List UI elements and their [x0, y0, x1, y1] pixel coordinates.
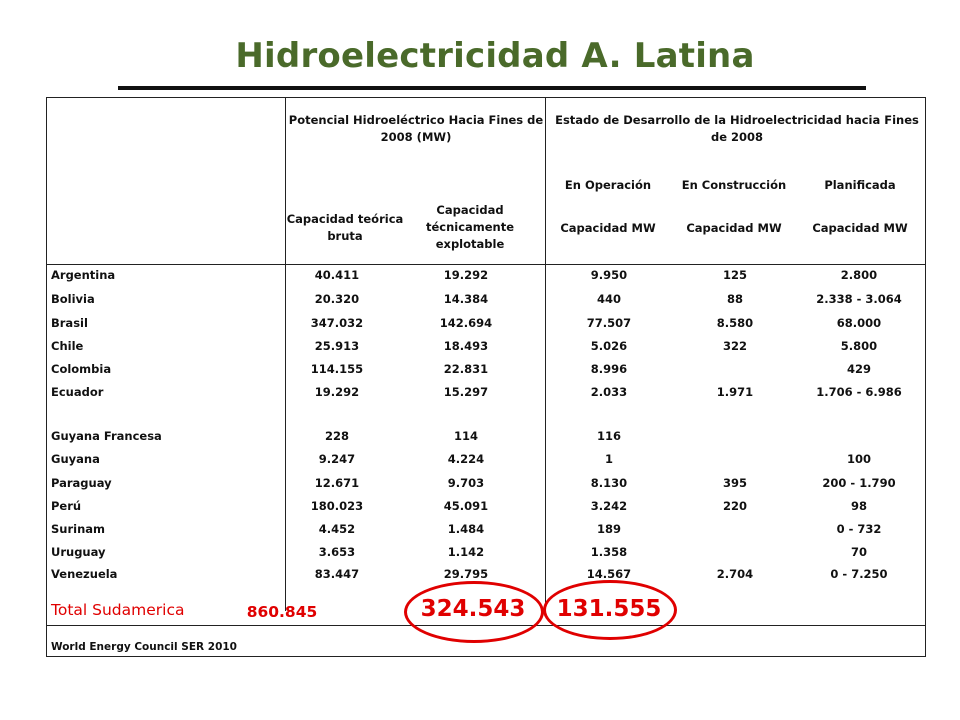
- total-teorica: 860.845: [246, 603, 318, 621]
- cell-operacion: 2.033: [590, 385, 628, 399]
- header-en-operacion: En Operación: [564, 178, 652, 192]
- header-en-construccion: En Construcción: [681, 178, 787, 192]
- cell-planificada: 68.000: [836, 316, 882, 330]
- country-name: Chile: [51, 339, 84, 353]
- country-name: Uruguay: [51, 545, 106, 559]
- cell-construccion: 220: [722, 499, 747, 513]
- header-potencial: Potencial Hidroeléctrico Hacia Fines de 2008 (MW): [288, 113, 544, 144]
- country-name: Ecuador: [51, 385, 104, 399]
- cell-operacion: 189: [596, 522, 621, 536]
- country-name: Colombia: [51, 362, 112, 376]
- cell-tecnica: 29.795: [443, 567, 489, 581]
- total-label: Total Sudamerica: [51, 601, 185, 619]
- header-cap-tecnica: Capacidad técnicamente explotable: [425, 203, 515, 251]
- page-title: Hidroelectricidad A. Latina: [235, 36, 755, 76]
- cell-teorica: 12.671: [314, 476, 360, 490]
- total-tecnica: 324.543: [420, 596, 526, 622]
- cell-tecnica: 45.091: [443, 499, 489, 513]
- country-name: Perú: [51, 499, 82, 513]
- country-name: Paraguay: [51, 476, 112, 490]
- cell-tecnica: 9.703: [447, 476, 485, 490]
- cell-planificada: 2.338 - 3.064: [816, 292, 902, 306]
- cell-planificada: 0 - 7.250: [830, 567, 888, 581]
- cell-operacion: 8.996: [590, 362, 628, 376]
- header-estado: Estado de Desarrollo de la Hidroelectricidad hacia Fines de 2008: [555, 113, 919, 144]
- cell-tecnica: 142.694: [439, 316, 493, 330]
- source-note: World Energy Council SER 2010: [51, 641, 237, 653]
- country-name: Venezuela: [51, 567, 118, 581]
- cell-tecnica: 1.484: [447, 522, 485, 536]
- header-cap-mw-planificada: Capacidad MW: [812, 221, 908, 235]
- header-planificada: Planificada: [824, 178, 896, 192]
- cell-teorica: 347.032: [310, 316, 364, 330]
- cell-planificada: 200 - 1.790: [822, 476, 896, 490]
- cell-teorica: 4.452: [318, 522, 356, 536]
- cell-planificada: 0 - 732: [836, 522, 882, 536]
- cell-construccion: 322: [722, 339, 747, 353]
- cell-tecnica: 114: [453, 429, 478, 443]
- country-name: Guyana Francesa: [51, 429, 162, 443]
- highlight-circle: [543, 580, 677, 640]
- cell-planificada: 5.800: [840, 339, 878, 353]
- total-operacion: 131.555: [556, 596, 662, 622]
- country-name: Brasil: [51, 316, 88, 330]
- cell-teorica: 19.292: [314, 385, 360, 399]
- cell-construccion: 395: [722, 476, 747, 490]
- cell-construccion: 8.580: [716, 316, 754, 330]
- cell-operacion: 77.507: [586, 316, 632, 330]
- cell-operacion: 1: [604, 452, 613, 466]
- cell-operacion: 440: [596, 292, 621, 306]
- cell-planificada: 98: [850, 499, 867, 513]
- country-name: Surinam: [51, 522, 106, 536]
- country-name: Guyana: [51, 452, 100, 466]
- header-cap-mw-construccion: Capacidad MW: [686, 221, 782, 235]
- cell-tecnica: 4.224: [447, 452, 485, 466]
- cell-teorica: 180.023: [310, 499, 364, 513]
- cell-construccion: 1.971: [716, 385, 754, 399]
- cell-teorica: 114.155: [310, 362, 364, 376]
- cell-operacion: 1.358: [590, 545, 628, 559]
- cell-planificada: 2.800: [840, 268, 878, 282]
- cell-teorica: 40.411: [314, 268, 360, 282]
- cell-tecnica: 22.831: [443, 362, 489, 376]
- cell-planificada: 70: [850, 545, 867, 559]
- cell-planificada: 100: [846, 452, 871, 466]
- cell-teorica: 228: [324, 429, 349, 443]
- cell-construccion: 125: [722, 268, 747, 282]
- country-name: Bolivia: [51, 292, 95, 306]
- cell-tecnica: 19.292: [443, 268, 489, 282]
- cell-teorica: 20.320: [314, 292, 360, 306]
- header-cap-mw-operacion: Capacidad MW: [560, 221, 656, 235]
- cell-operacion: 9.950: [590, 268, 628, 282]
- cell-operacion: 116: [596, 429, 621, 443]
- cell-teorica: 25.913: [314, 339, 360, 353]
- cell-operacion: 14.567: [586, 567, 632, 581]
- cell-tecnica: 18.493: [443, 339, 489, 353]
- country-name: Argentina: [51, 268, 116, 282]
- cell-planificada: 429: [846, 362, 871, 376]
- header-divider: [47, 264, 925, 265]
- title-underline: [118, 86, 866, 90]
- cell-teorica: 83.447: [314, 567, 360, 581]
- cell-operacion: 3.242: [590, 499, 628, 513]
- cell-teorica: 3.653: [318, 545, 356, 559]
- cell-construccion: 2.704: [716, 567, 754, 581]
- cell-tecnica: 14.384: [443, 292, 489, 306]
- hydro-table: [46, 97, 926, 657]
- cell-tecnica: 15.297: [443, 385, 489, 399]
- cell-operacion: 8.130: [590, 476, 628, 490]
- header-cap-teorica: Capacidad teórica bruta: [286, 212, 404, 243]
- cell-tecnica: 1.142: [447, 545, 485, 559]
- cell-construccion: 88: [726, 292, 743, 306]
- cell-operacion: 5.026: [590, 339, 628, 353]
- cell-teorica: 9.247: [318, 452, 356, 466]
- cell-planificada: 1.706 - 6.986: [816, 385, 902, 399]
- highlight-circle: [404, 581, 544, 643]
